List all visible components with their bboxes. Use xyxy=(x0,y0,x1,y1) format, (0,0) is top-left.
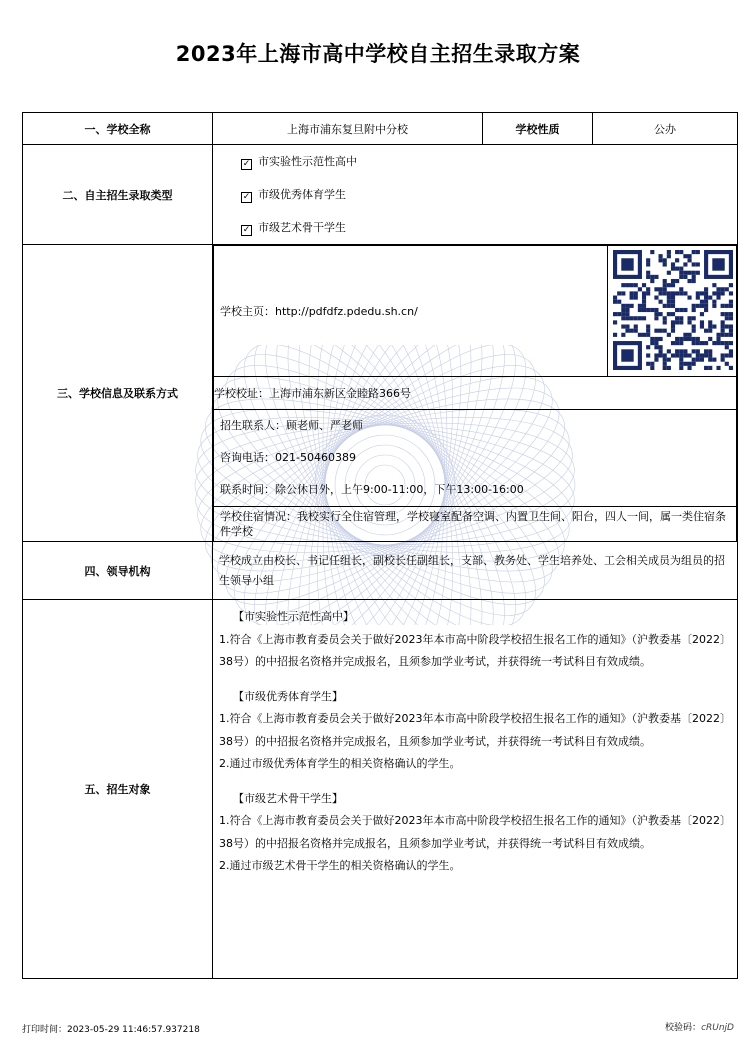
homepage-text: 学校主页：http://pdfdfz.pdedu.sh.cn/ xyxy=(220,305,418,318)
row-admission-types xyxy=(23,145,738,245)
leadership-text: 学校成立由校长、书记任组长，副校长任副组长，支部、教务处、学生培养处、工会相关成员为组员的招生领导小组 xyxy=(213,542,738,600)
contact-hours: 联系时间：除公休日外，上午9:00-11:00，下午13:00-16:00 xyxy=(220,483,524,496)
row-targets xyxy=(23,600,738,979)
contact-label: 三、学校信息及联系方式 xyxy=(23,245,213,542)
section-line: 1.符合《上海市教育委员会关于做好2023年本市高中阶段学校招生报名工作的通知》（沪教委基〔2022〕38号）的中招报名资格并完成报名，且须参加学业考试，并获得统一考试科目有效成绩。 xyxy=(219,632,731,668)
admission-types-list xyxy=(213,145,738,245)
type-item-label: 市实验性示范性高中 xyxy=(258,155,357,168)
type-item-label: 市级优秀体育学生 xyxy=(258,188,346,201)
checkbox-checked-icon: ✓ xyxy=(242,225,251,235)
school-name-label: 一、学校全称 xyxy=(23,113,213,145)
contact-inner xyxy=(213,245,737,541)
page-title: 2023年上海市高中学校自主招生录取方案 xyxy=(175,42,581,66)
check-code-value: cRUnjD xyxy=(701,1023,734,1033)
section-line: 2.通过市级艺术骨干学生的相关资格确认的学生。 xyxy=(219,859,461,872)
check-code xyxy=(665,1020,734,1033)
checkbox-checked-icon: ✓ xyxy=(242,192,251,202)
qr-box xyxy=(607,246,736,376)
admission-types-label: 二、自主招生录取类型 xyxy=(23,145,213,245)
school-nature-label: 学校性质 xyxy=(483,113,593,145)
dorm-text: 学校住宿情况：我校实行全住宿管理，学校寝室配备空调、内置卫生间、阳台，四人一间，属一类住宿条件学校 xyxy=(214,507,737,542)
section-line: 2.通过市级优秀体育学生的相关资格确认的学生。 xyxy=(219,757,461,770)
type-item xyxy=(213,145,737,178)
targets-label: 五、招生对象 xyxy=(23,600,213,979)
qr-code-icon xyxy=(613,250,733,370)
row-leadership xyxy=(23,542,738,600)
type-item-label: 市级艺术骨干学生 xyxy=(258,221,346,234)
type-item xyxy=(213,178,737,211)
row-contact xyxy=(23,245,738,542)
school-name-value: 上海市浦东复旦附中分校 xyxy=(213,113,483,145)
section-heading: 【市级艺术骨干学生】 xyxy=(233,791,343,805)
targets-content xyxy=(213,600,738,979)
contact-details xyxy=(214,410,737,507)
row-school-name xyxy=(23,113,738,145)
check-code-label: 校验码： xyxy=(665,1023,702,1033)
homepage-cell xyxy=(214,246,737,377)
admission-table xyxy=(22,112,738,979)
section-heading: 【市级优秀体育学生】 xyxy=(233,689,343,703)
section-line: 1.符合《上海市教育委员会关于做好2023年本市高中阶段学校招生报名工作的通知》（沪教委基〔2022〕38号）的中招报名资格并完成报名，且须参加学业考试，并获得统一考试科目有效成绩。 xyxy=(219,712,731,748)
type-item xyxy=(213,211,737,244)
contact-person: 招生联系人：顾老师、严老师 xyxy=(220,419,363,432)
contact-cell xyxy=(213,245,738,542)
print-time: 打印时间：2023-05-29 11:46:57.937218 xyxy=(22,1025,200,1035)
checkbox-checked-icon: ✓ xyxy=(242,159,251,169)
section-line: 1.符合《上海市教育委员会关于做好2023年本市高中阶段学校招生报名工作的通知》（沪教委基〔2022〕38号）的中招报名资格并完成报名，且须参加学业考试，并获得统一考试科目有效成绩。 xyxy=(219,814,731,850)
section-heading: 【市实验性示范性高中】 xyxy=(233,610,354,623)
address-text: 学校校址：上海市浦东新区金睦路366号 xyxy=(214,377,737,410)
leadership-label: 四、领导机构 xyxy=(23,542,213,600)
contact-phone: 咨询电话：021-50460389 xyxy=(220,451,356,464)
school-nature-value: 公办 xyxy=(593,113,738,145)
